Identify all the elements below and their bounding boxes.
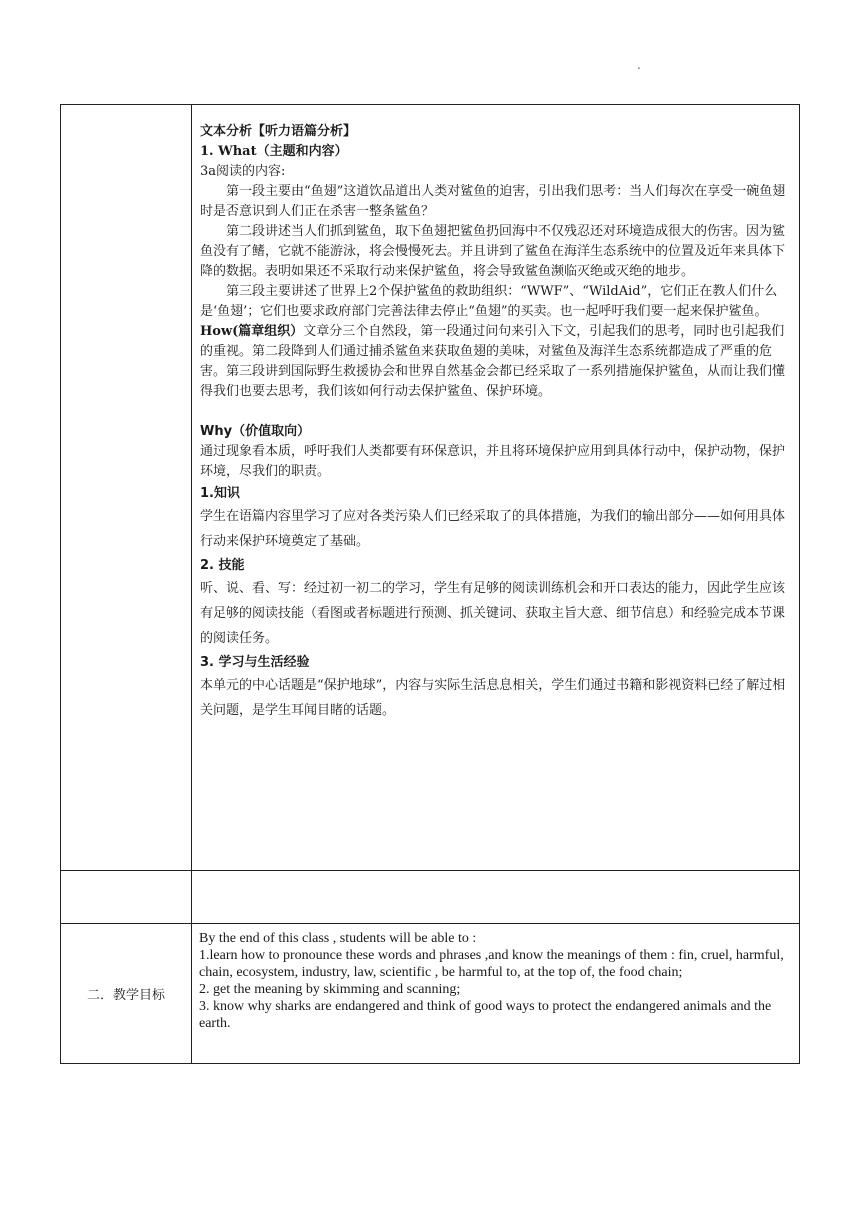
empty-label-cell: [61, 871, 192, 924]
analysis-content-cell: [192, 105, 800, 871]
knowledge-heading: 1.知识: [200, 486, 240, 501]
why-text: 通过现象看本质，呼吁我们人类都要有环保意识，并且将环境保护应用到具体行动中，保护动物，保护环境，尽我们的职责。: [200, 444, 786, 479]
analysis-title: 文本分析【听力语篇分析】: [200, 124, 357, 139]
objective-1: 1.learn how to pronounce these words and phrases ,and know the meanings of them : fin, cruel, harmful, chain, ecosystem, industry, law, scientific , be harmful to, at the top of, the food chain;: [199, 948, 784, 980]
objectives-label: 二．教学目标: [61, 924, 192, 1064]
paragraph-3-summary: 第三段主要讲述了世界上2个保护鲨鱼的救助组织：“WWF”、“WildAid”，它们正在教人们什么是‘鱼翅’；它们也要求政府部门完善法律去停止“鱼翅”的买卖。也一起呼吁我们要一起来保护鲨鱼。: [200, 284, 778, 319]
how-text: 文章分三个自然段，第一段通过问句来引入下文，引起我们的思考，同时也引起我们的重视。第二段降到人们通过捕杀鲨鱼来获取鱼翅的美味，对鲨鱼及海洋生态系统都造成了严重的危害。第三段讲到国际野生救援协会和世界自然基金会都已经采取了一系列措施保护鲨鱼，从而让我们懂得我们也要去思考，我们该如何行动去保护鲨鱼、保护环境。: [200, 324, 786, 399]
experience-text: 本单元的中心话题是“保护地球”，内容与实际生活息息相关，学生们通过书籍和影视资料已经了解过相关问题，是学生耳闻目睹的话题。: [200, 678, 786, 718]
what-heading: 1. What（主题和内容）: [200, 144, 348, 159]
objective-3: 3. know why sharks are endangered and think of good ways to protect the endangered animals and the earth.: [199, 999, 772, 1031]
why-heading: Why（价值取向）: [200, 424, 311, 439]
objectives-content-cell: [192, 924, 800, 1064]
skills-text: 听、说、看、写：经过初一初二的学习，学生有足够的阅读训练机会和开口表达的能力，因此学生应该有足够的阅读技能（看图或者标题进行预测、抓关键词、获取主旨大意、细节信息）和经验完成本节课的阅读任务。: [200, 581, 786, 646]
lesson-plan-table: [60, 104, 800, 1064]
header-mark: .: [637, 58, 641, 72]
empty-content-cell: [192, 871, 800, 924]
how-label: How(篇章组织）: [200, 324, 304, 339]
analysis-label-cell: [61, 105, 192, 871]
reading-label: 3a阅读的内容:: [200, 164, 286, 179]
skills-heading: 2. 技能: [200, 558, 245, 573]
objective-2: 2. get the meaning by skimming and scanning;: [199, 982, 461, 997]
how-section: [200, 322, 791, 402]
empty-row: [61, 871, 800, 924]
paragraph-2-summary: 第二段讲述当人们抓到鲨鱼，取下鱼翅把鲨鱼扔回海中不仅残忍还对环境造成很大的伤害。因为鲨鱼没有了鳍，它就不能游泳，将会慢慢死去。并且讲到了鲨鱼在海洋生态系统中的位置及近年来具体下降的数据。表明如果还不采取行动来保护鲨鱼，将会导致鲨鱼濒临灭绝或灭绝的地步。: [200, 224, 786, 279]
experience-heading: 3. 学习与生活经验: [200, 655, 310, 670]
objectives-row: [61, 924, 800, 1064]
paragraph-1-summary: 第一段主要由“鱼翅”这道饮品道出人类对鲨鱼的迫害，引出我们思考：当人们每次在享受一碗鱼翅时是否意识到人们正在杀害一整条鲨鱼？: [200, 184, 786, 219]
analysis-row: [61, 105, 800, 871]
knowledge-text: 学生在语篇内容里学习了应对各类污染人们已经采取了的具体措施，为我们的输出部分——如何用具体行动来保护环境奠定了基础。: [200, 509, 786, 549]
objectives-intro: By the end of this class , students will be able to :: [199, 931, 477, 946]
